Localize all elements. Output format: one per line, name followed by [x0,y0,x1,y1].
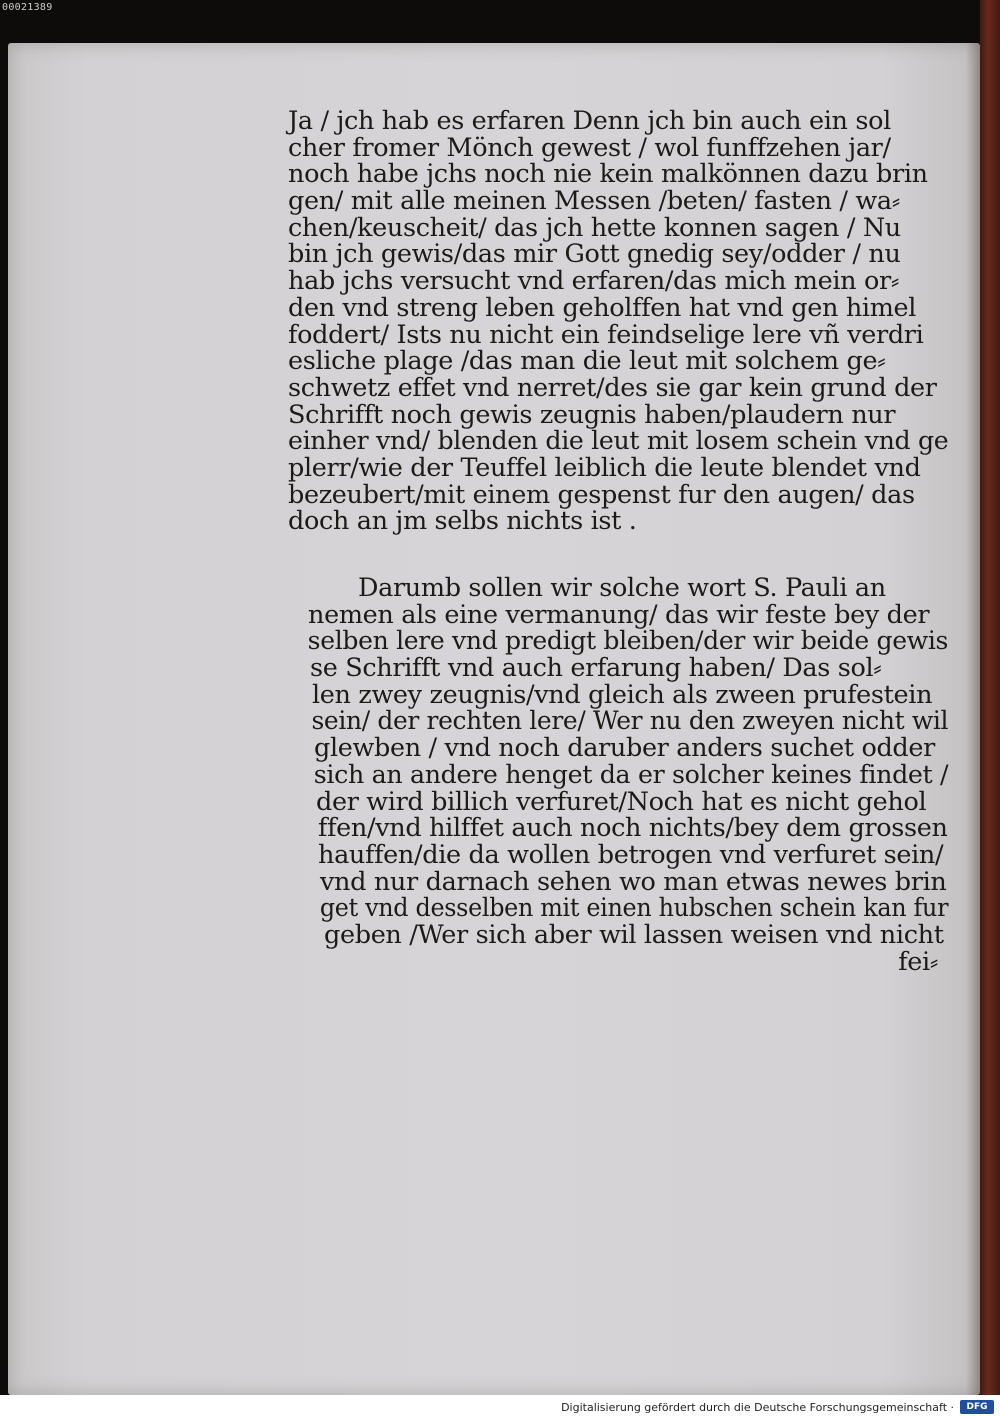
text-line: nemen als eine vermanung/ das wir feste bey der [308,599,930,630]
text-line: get vnd desselben mit einen hubschen schein kan fur [319,893,949,924]
text-line: den vnd streng leben geholffen hat vnd gen himel [288,292,917,323]
page-edge-shadow [966,43,980,1395]
text-line: len zwey zeugnis/vnd gleich als zween prufestein [312,679,933,710]
text-line: sein/ der rechten lere/ Wer nu den zweyen nicht wil [311,706,949,737]
scan-id-label: 00021389 [2,2,53,13]
text-line: doch an jm selbs nichts ist . [288,506,637,537]
text-line: noch habe jchs noch nie kein malkönnen dazu brin [288,159,928,190]
text-line: selben lere vnd predigt bleiben/der wir beide gewis [307,626,949,657]
text-line: Ja / jch hab es erfaren Denn jch bin auch ein sol [288,106,891,136]
text-line: se Schrifft vnd auch erfarung haben/ Das sol⸗ [310,653,882,684]
text-line: esliche plage /das man die leut mit solchem ge⸗ [288,346,886,377]
page-text [288,106,949,977]
footer-bar [0,1395,1000,1420]
text-line: hauffen/die da wollen betrogen vnd verfuret sein/ [318,839,944,870]
text-line: einher vnd/ blenden die leut mit losem schein vnd ge [288,426,949,457]
text-line: ffen/vnd hilffet auch noch nichts/bey dem grossen [318,813,948,844]
text-line: Schrifft noch gewis zeugnis haben/plaudern nur [288,399,896,430]
funding-credit: Digitalisierung gefördert durch die Deutsche Forschungsgemeinschaft · [561,1401,954,1414]
text-line: chen/keuscheit/ das jch hette konnen sagen / Nu [288,212,901,243]
dfg-logo: DFG [960,1400,994,1414]
text-line: foddert/ Ists nu nicht ein feindselige lere vñ verdri [288,319,924,350]
text-line: bezeubert/mit einem gespenst fur den augen/ das [288,479,915,510]
text-line: schwetz effet vnd nerret/des sie gar kein grund der [288,372,937,403]
text-line: plerr/wie der Teuffel leiblich die leute blendet vnd [288,452,921,483]
paragraph-1 [288,106,949,537]
text-line: Darumb sollen wir solche wort S. Pauli an [358,573,886,603]
text-line: der wird billich verfuret/Noch hat es nicht gehol [316,786,927,817]
text-line: gen/ mit alle meinen Messen /beten/ fasten / wa⸗ [288,186,900,217]
book-binding [980,0,1000,1395]
text-line: hab jchs versucht vnd erfaren/das mich mein or⸗ [288,266,899,297]
text-line: cher fromer Mönch gewest / wol funffzehen jar/ [288,132,891,163]
catchword: fei⸗ [898,946,938,977]
text-line: glewben / vnd noch daruber anders suchet odder [314,733,935,764]
text-line: geben /Wer sich aber wil lassen weisen vnd nicht [324,919,944,950]
text-line: bin jch gewis/das mir Gott gnedig sey/odder / nu [288,239,901,270]
text-line: vnd nur darnach sehen wo man etwas newes brin [320,866,947,897]
text-line: sich an andere henget da er solcher keines findet / [313,759,949,790]
paragraph-2 [288,573,949,977]
